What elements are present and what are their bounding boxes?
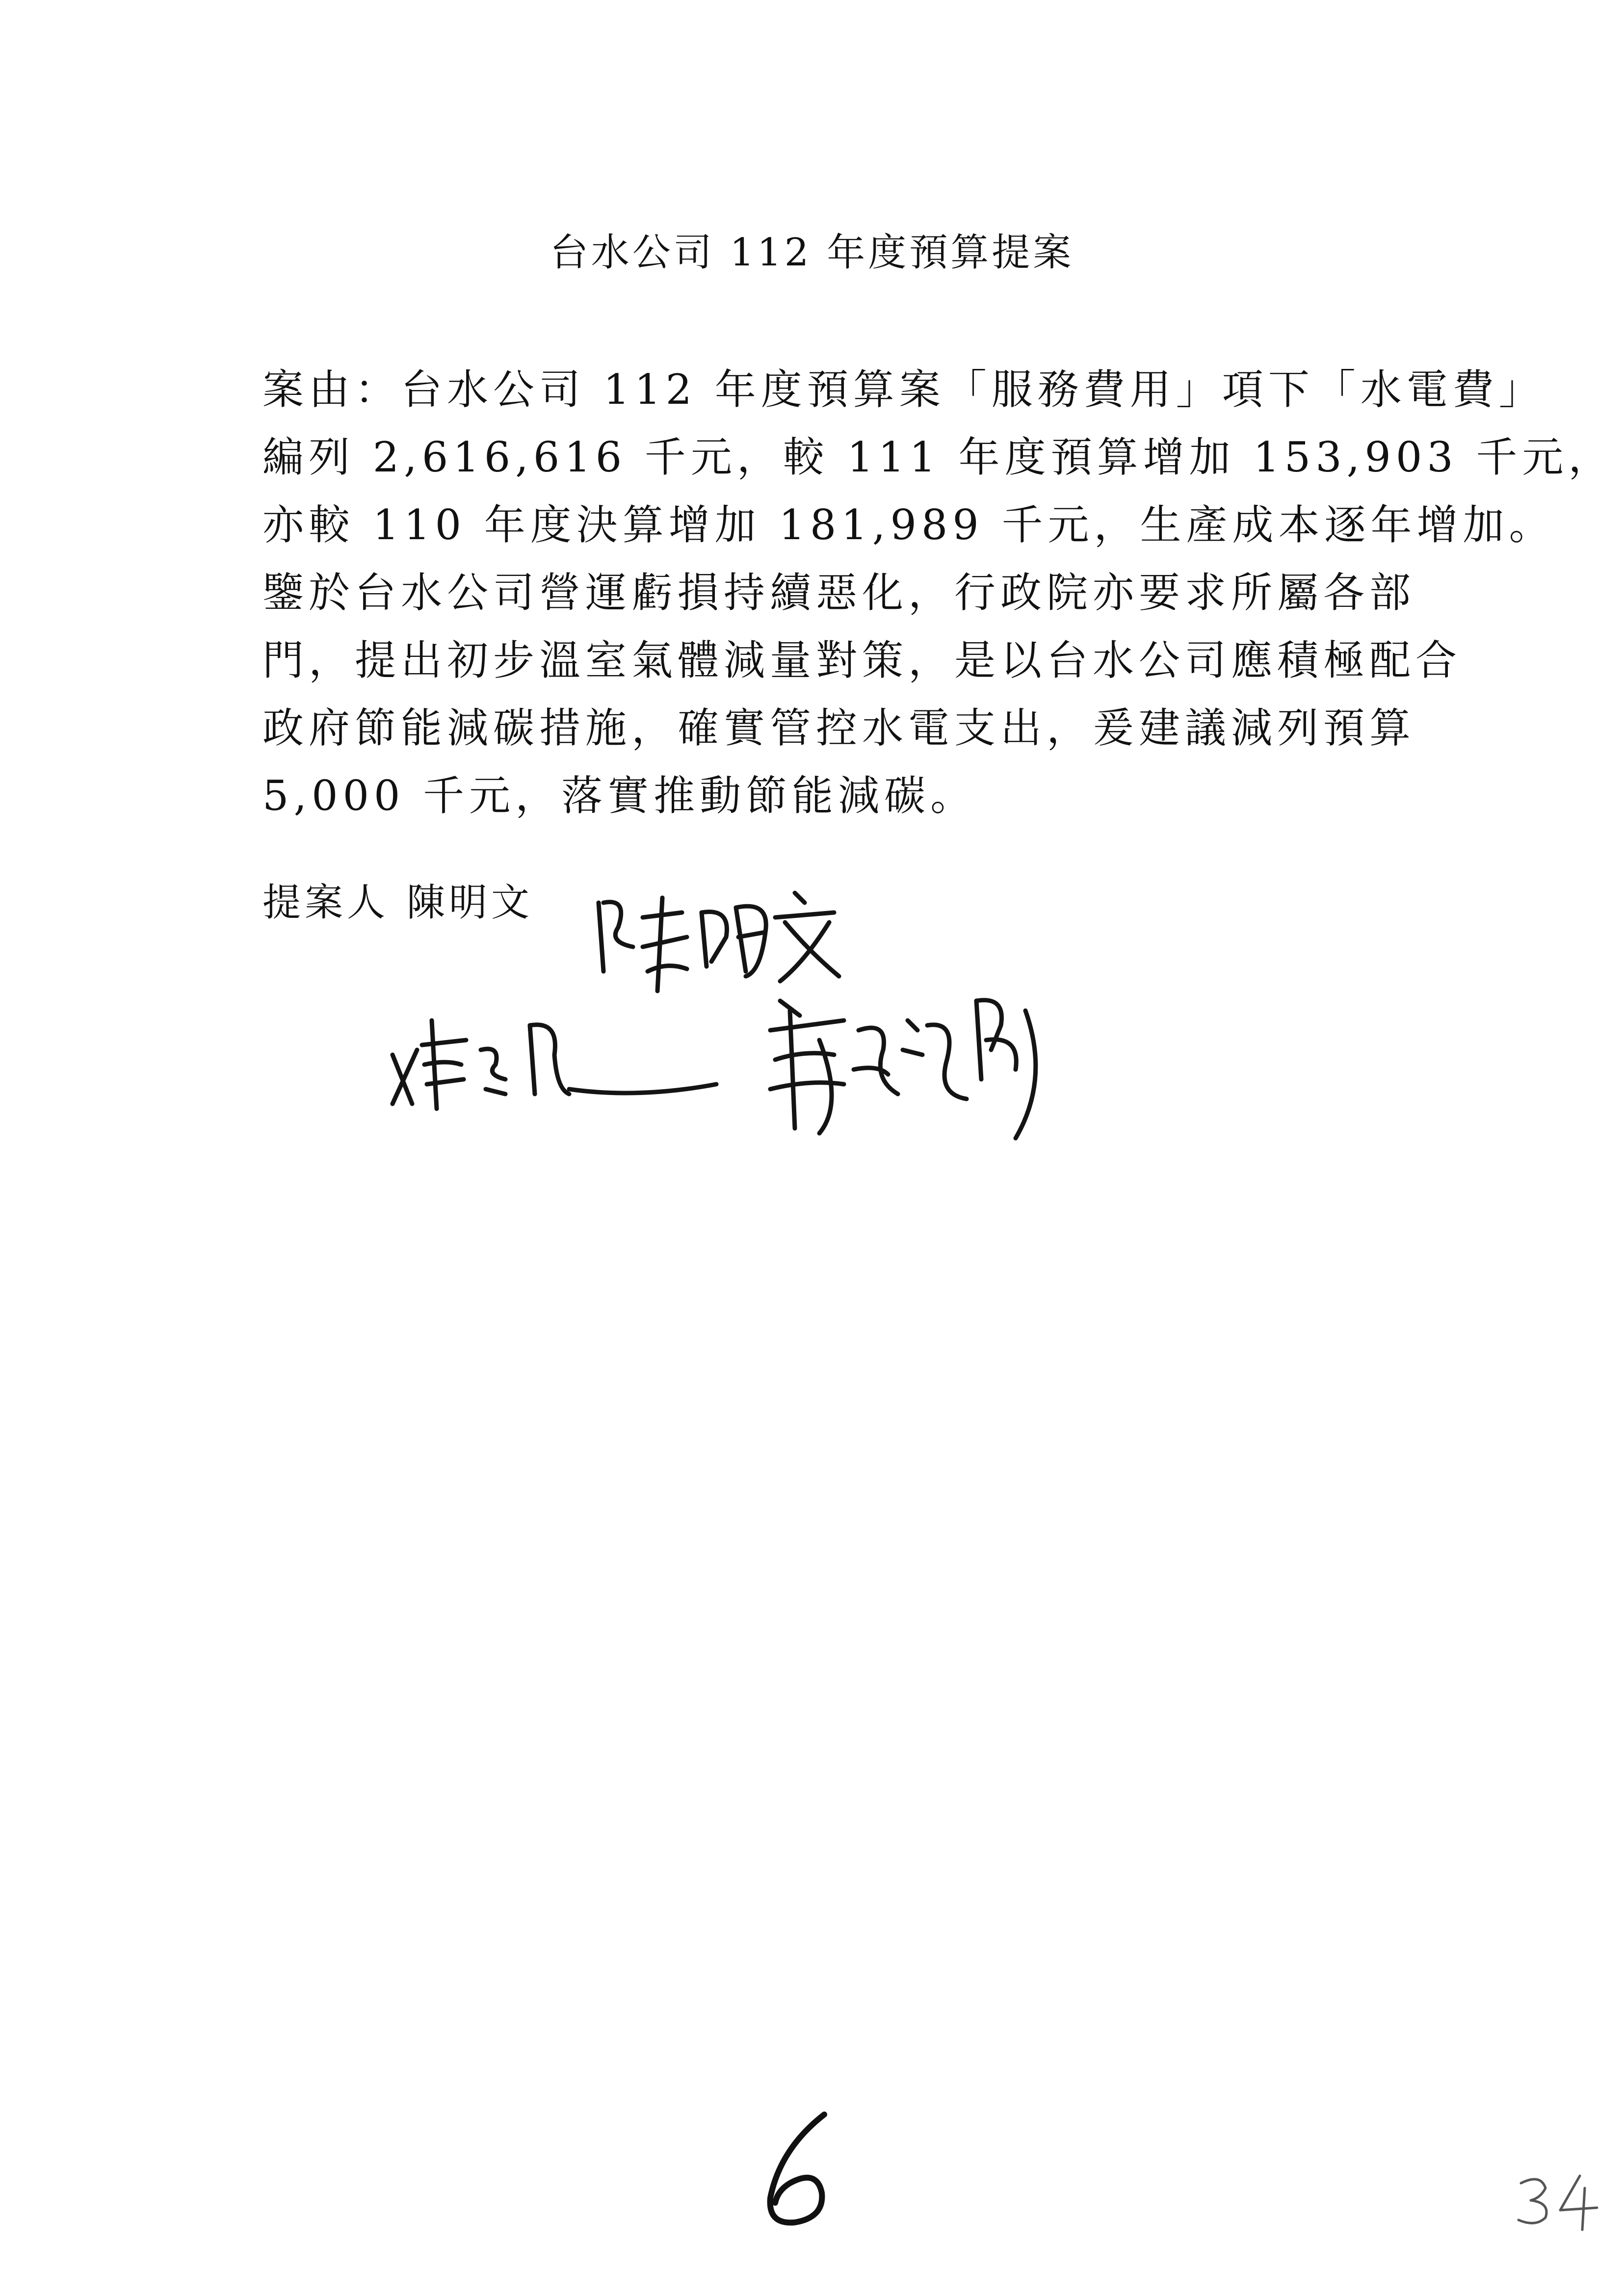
signature-image <box>383 991 726 1119</box>
body-line: 亦較 110 年度決算增加 181,989 千元，生產成本逐年增加。 <box>262 501 1555 549</box>
body-line: 編列 2,616,616 千元，較 111 年度預算增加 153,903 千元， <box>262 433 1615 481</box>
body-line: 政府節能減碳措施，確實管控水電支出，爰建議減列預算 <box>262 704 1416 752</box>
body-line: 案由：台水公司 112 年度預算案「服務費用」項下「水電費」 <box>262 365 1545 414</box>
proposer-line <box>262 878 533 927</box>
body-line: 門，提出初步溫室氣體減量對策，是以台水公司應積極配合 <box>262 636 1462 684</box>
handwritten-page-number <box>751 2105 849 2232</box>
proposal-body <box>262 356 1615 830</box>
body-line: 5,000 千元，落實推動節能減碳。 <box>262 772 977 820</box>
body-line: 鑒於台水公司營運虧損持續惡化，行政院亦要求所屬各部 <box>262 569 1416 617</box>
proposer-name: 陳明文 <box>407 881 534 925</box>
proposer-label: 提案人 <box>262 881 390 925</box>
handwritten-corner-number <box>1511 2168 1599 2232</box>
document-title: 台水公司 112 年度預算提案 <box>550 231 1074 275</box>
signature-image <box>760 981 1055 1148</box>
